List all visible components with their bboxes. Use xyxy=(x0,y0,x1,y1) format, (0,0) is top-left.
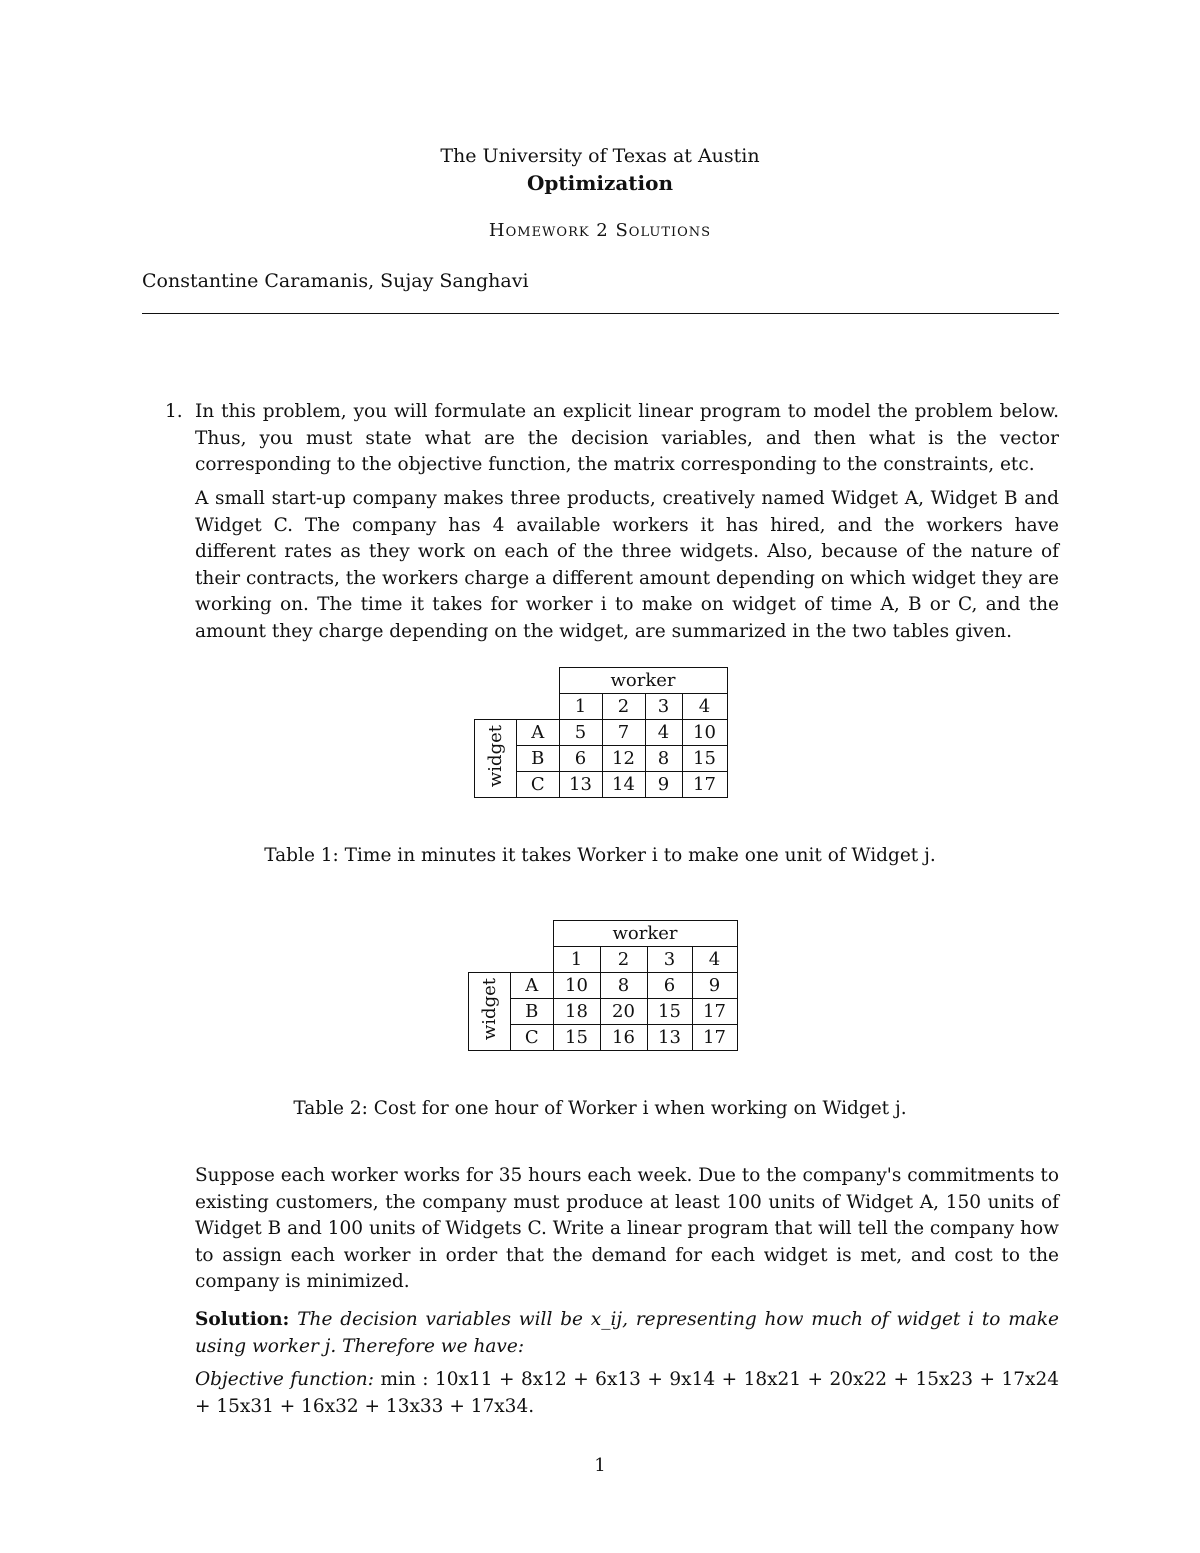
solution-label: Solution: xyxy=(195,1309,290,1330)
solution-paragraph xyxy=(195,1307,1059,1360)
row-label: A xyxy=(517,720,560,746)
col-header: 3 xyxy=(645,694,682,720)
institution: The University of Texas at Austin xyxy=(440,145,760,167)
cost-table xyxy=(468,920,738,1051)
col-header: 2 xyxy=(602,694,645,720)
authors: Constantine Caramanis, Sujay Sanghavi xyxy=(142,270,529,292)
cell: 15 xyxy=(553,1025,600,1051)
objective-function: min : 10x11 + 8x12 + 6x13 + 9x14 + 18x21 + 20x22 + 15x23 + 17x24 + 15x31 + 16x32 + 13x33 + 17x34. xyxy=(195,1369,1059,1417)
col-header: 4 xyxy=(692,947,737,973)
header-rule xyxy=(142,313,1059,314)
assignment-title: Homework 2 Solutions xyxy=(488,220,712,241)
cell: 17 xyxy=(692,1025,737,1051)
cell: 7 xyxy=(602,720,645,746)
cell: 10 xyxy=(682,720,727,746)
objective-label: Objective function: xyxy=(195,1369,374,1390)
cell: 8 xyxy=(645,746,682,772)
cell: 14 xyxy=(602,772,645,798)
cell: 6 xyxy=(559,746,602,772)
cell: 13 xyxy=(559,772,602,798)
col-group-label: worker xyxy=(553,921,737,947)
page-number: 1 xyxy=(594,1455,606,1476)
solution-text: The decision variables will be x_ij, representing how much of widget i to make using worker j. Therefore we have: xyxy=(195,1309,1059,1357)
col-group-label: worker xyxy=(559,668,727,694)
cell: 17 xyxy=(682,772,727,798)
row-group-label xyxy=(475,720,517,798)
col-header: 3 xyxy=(647,947,692,973)
table2-caption: Table 2: Cost for one hour of Worker i when working on Widget j. xyxy=(293,1098,907,1119)
cell: 16 xyxy=(600,1025,647,1051)
cell: 18 xyxy=(553,999,600,1025)
col-header: 1 xyxy=(553,947,600,973)
cell: 5 xyxy=(559,720,602,746)
cell: 8 xyxy=(600,973,647,999)
col-header: 1 xyxy=(559,694,602,720)
row-label: B xyxy=(517,746,560,772)
cell: 15 xyxy=(682,746,727,772)
cell: 12 xyxy=(602,746,645,772)
cell: 15 xyxy=(647,999,692,1025)
row-label: B xyxy=(511,999,554,1025)
row-group-label xyxy=(469,973,511,1051)
problem-description: A small start-up company makes three products, creatively named Widget A, Widget B and Widget C. The company has 4 available workers it has hired, and the workers have different rates as they work on each of the three widgets. Also, because of the nature of their contracts, the workers charge a different amount depending on which widget they are working on. The time it takes for worker i to make on widget of time A, B or C, and the amount they charge depending on the widget, are summarized in the two tables given. xyxy=(195,488,1059,642)
cell: 17 xyxy=(692,999,737,1025)
cell: 4 xyxy=(645,720,682,746)
row-group-text: widget xyxy=(479,977,500,1041)
problem-number: 1. xyxy=(165,401,183,422)
cell: 9 xyxy=(645,772,682,798)
row-label: C xyxy=(511,1025,554,1051)
problem-question: Suppose each worker works for 35 hours each week. Due to the company's commitments to existing customers, the company must produce at least 100 units of Widget A, 150 units of Widget B and 100 units of Widgets C. Write a linear program that will tell the company how to assign each worker in order that the demand for each widget is met, and cost to the company is minimized. xyxy=(195,1165,1059,1292)
cell: 20 xyxy=(600,999,647,1025)
table1-caption: Table 1: Time in minutes it takes Worker i to make one unit of Widget j. xyxy=(264,845,936,866)
row-label: A xyxy=(511,973,554,999)
row-label: C xyxy=(517,772,560,798)
course-title: Optimization xyxy=(526,171,674,195)
objective-paragraph xyxy=(195,1367,1059,1420)
cell: 13 xyxy=(647,1025,692,1051)
cell: 9 xyxy=(692,973,737,999)
problem-intro: In this problem, you will formulate an explicit linear program to model the problem below. Thus, you must state what are the decision variables, and then what is the vector corresponding to the objective function, the matrix corresponding to the constraints, etc. xyxy=(195,401,1059,475)
row-group-text: widget xyxy=(485,724,506,788)
col-header: 4 xyxy=(682,694,727,720)
cell: 6 xyxy=(647,973,692,999)
time-table xyxy=(474,667,728,798)
cell: 10 xyxy=(553,973,600,999)
col-header: 2 xyxy=(600,947,647,973)
